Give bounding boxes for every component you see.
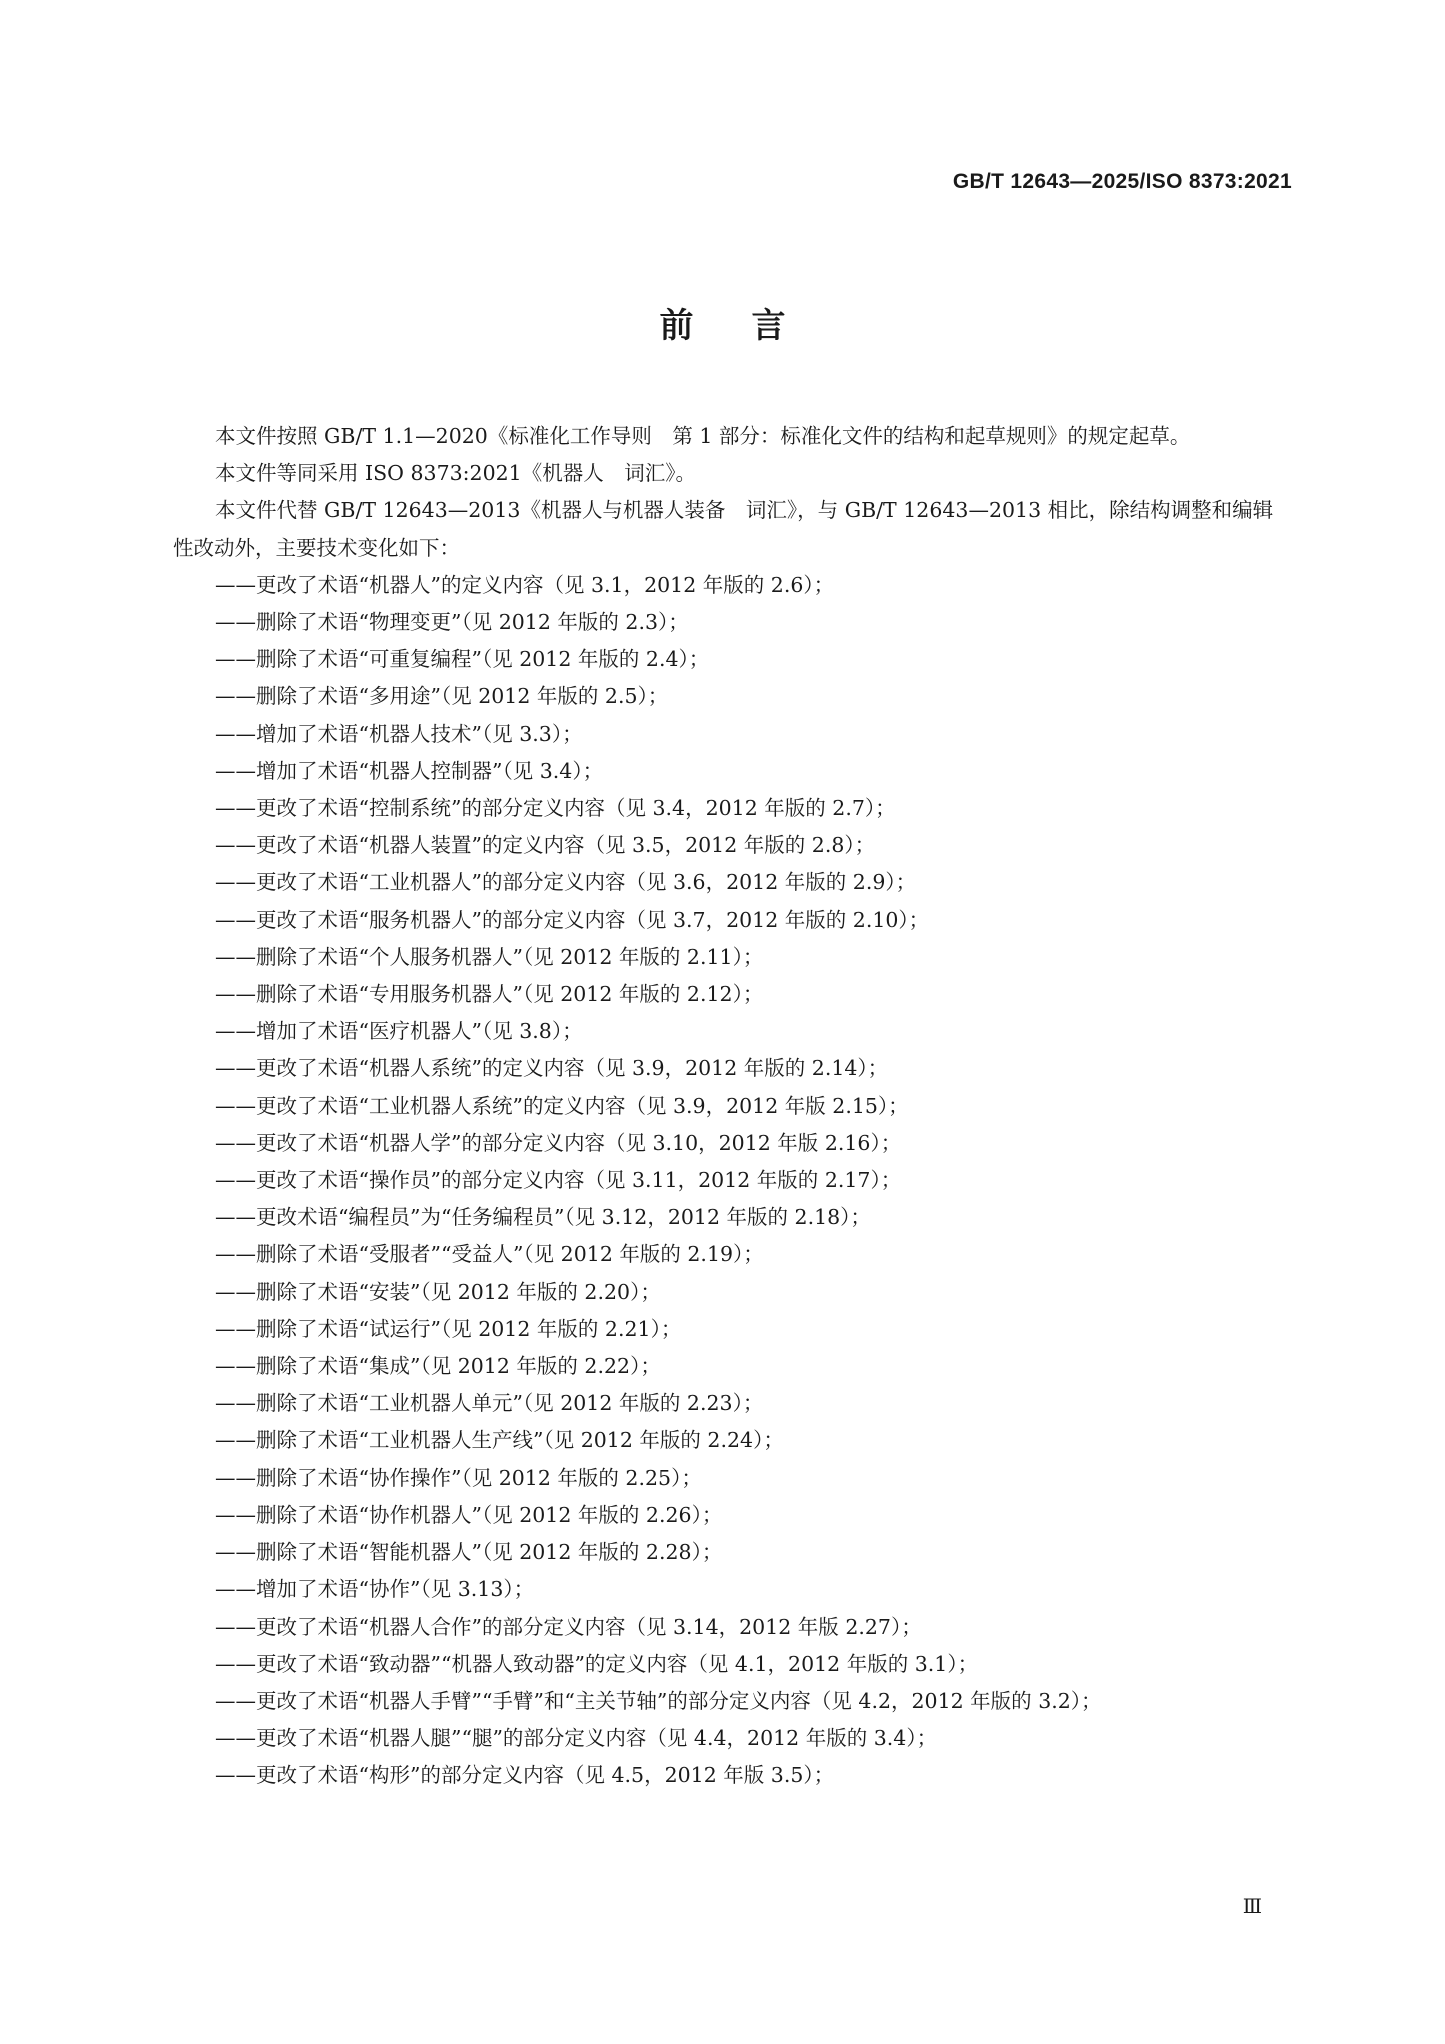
list-item: ——删除了术语“个人服务机器人”（见 2012 年版的 2.11）； <box>215 944 764 969</box>
paragraph-replacement: 本文件代替 GB/T 12643—2013《机器人与机器人装备 词汇》，与 GB/T 12643—2013 相比，除结构调整和编辑性改动外，主要技术变化如下： <box>173 498 1274 560</box>
list-item: ——更改了术语“服务机器人”的部分定义内容（见 3.7，2012 年版的 2.10）； <box>215 907 930 932</box>
list-item: ——增加了术语“医疗机器人”（见 3.8）； <box>215 1019 583 1044</box>
list-item: ——更改了术语“机器人手臂”“手臂”和“主关节轴”的部分定义内容（见 4.2，2012 年版的 3.2）； <box>215 1688 1102 1713</box>
list-item: ——更改了术语“机器人”的定义内容（见 3.1，2012 年版的 2.6）； <box>215 572 835 597</box>
list-item: ——删除了术语“可重复编程”（见 2012 年版的 2.4）； <box>215 647 710 672</box>
paragraph-drafting-rules: 本文件按照 GB/T 1.1—2020《标准化工作导则 第 1 部分：标准化文件的结构和起草规则》的规定起草。 <box>215 424 1191 448</box>
technical-changes-list <box>173 567 1291 1795</box>
document-body <box>173 418 1291 1795</box>
list-item: ——删除了术语“集成”（见 2012 年版的 2.22）； <box>215 1354 661 1379</box>
list-item: ——更改了术语“构形”的部分定义内容（见 4.5，2012 年版 3.5）； <box>215 1763 835 1788</box>
list-item: ——更改了术语“控制系统”的部分定义内容（见 3.4，2012 年版的 2.7）； <box>215 796 896 821</box>
list-item: ——更改了术语“机器人合作”的部分定义内容（见 3.14，2012 年版 2.27）； <box>215 1614 922 1639</box>
list-item: ——更改了术语“机器人装置”的定义内容（见 3.5，2012 年版的 2.8）； <box>215 833 876 858</box>
list-item: ——删除了术语“智能机器人”（见 2012 年版的 2.28）； <box>215 1540 723 1565</box>
list-item: ——更改了术语“工业机器人”的部分定义内容（见 3.6，2012 年版的 2.9）； <box>215 870 917 895</box>
list-item: ——更改了术语“工业机器人系统”的定义内容（见 3.9，2012 年版 2.15）； <box>215 1093 909 1118</box>
list-item: ——删除了术语“多用途”（见 2012 年版的 2.5）； <box>215 684 669 709</box>
list-item: ——更改术语“编程员”为“任务编程员”（见 3.12，2012 年版的 2.18）； <box>215 1205 871 1230</box>
list-item: ——更改了术语“机器人腿”“腿”的部分定义内容（见 4.4，2012 年版的 3.4）； <box>215 1726 938 1751</box>
list-item: ——更改了术语“操作员”的部分定义内容（见 3.11，2012 年版的 2.17）； <box>215 1168 902 1193</box>
list-item: ——删除了术语“协作操作”（见 2012 年版的 2.25）； <box>215 1465 702 1490</box>
list-item: ——增加了术语“机器人控制器”（见 3.4）； <box>215 758 604 783</box>
list-item: ——更改了术语“机器人系统”的定义内容（见 3.9，2012 年版的 2.14）； <box>215 1056 889 1081</box>
paragraph-adoption: 本文件等同采用 ISO 8373:2021《机器人 词汇》。 <box>215 461 696 486</box>
list-item: ——删除了术语“安装”（见 2012 年版的 2.20）； <box>215 1279 661 1304</box>
list-item: ——删除了术语“专用服务机器人”（见 2012 年版的 2.12）； <box>215 982 764 1007</box>
list-item: ——增加了术语“机器人技术”（见 3.3）； <box>215 721 583 746</box>
list-item: ——更改了术语“机器人学”的部分定义内容（见 3.10，2012 年版 2.16）； <box>215 1130 902 1155</box>
list-item: ——删除了术语“工业机器人单元”（见 2012 年版的 2.23）； <box>215 1391 764 1416</box>
list-item: ——删除了术语“试运行”（见 2012 年版的 2.21）； <box>215 1316 682 1341</box>
list-item: ——删除了术语“受服者”“受益人”（见 2012 年版的 2.19）； <box>215 1242 764 1267</box>
list-item: ——删除了术语“物理变更”（见 2012 年版的 2.3）； <box>215 610 689 635</box>
list-item: ——删除了术语“工业机器人生产线”（见 2012 年版的 2.24）； <box>215 1428 784 1453</box>
standard-code: GB/T 12643—2025/ISO 8373:2021 <box>952 170 1292 193</box>
list-item: ——删除了术语“协作机器人”（见 2012 年版的 2.26）； <box>215 1502 723 1527</box>
page-number: Ⅲ <box>1242 1896 1262 1918</box>
list-item: ——更改了术语“致动器”“机器人致动器”的定义内容（见 4.1，2012 年版的 3.1）； <box>215 1651 979 1676</box>
page-title: 前言 <box>659 306 844 346</box>
list-item: ——增加了术语“协作”（见 3.13）； <box>215 1577 535 1602</box>
